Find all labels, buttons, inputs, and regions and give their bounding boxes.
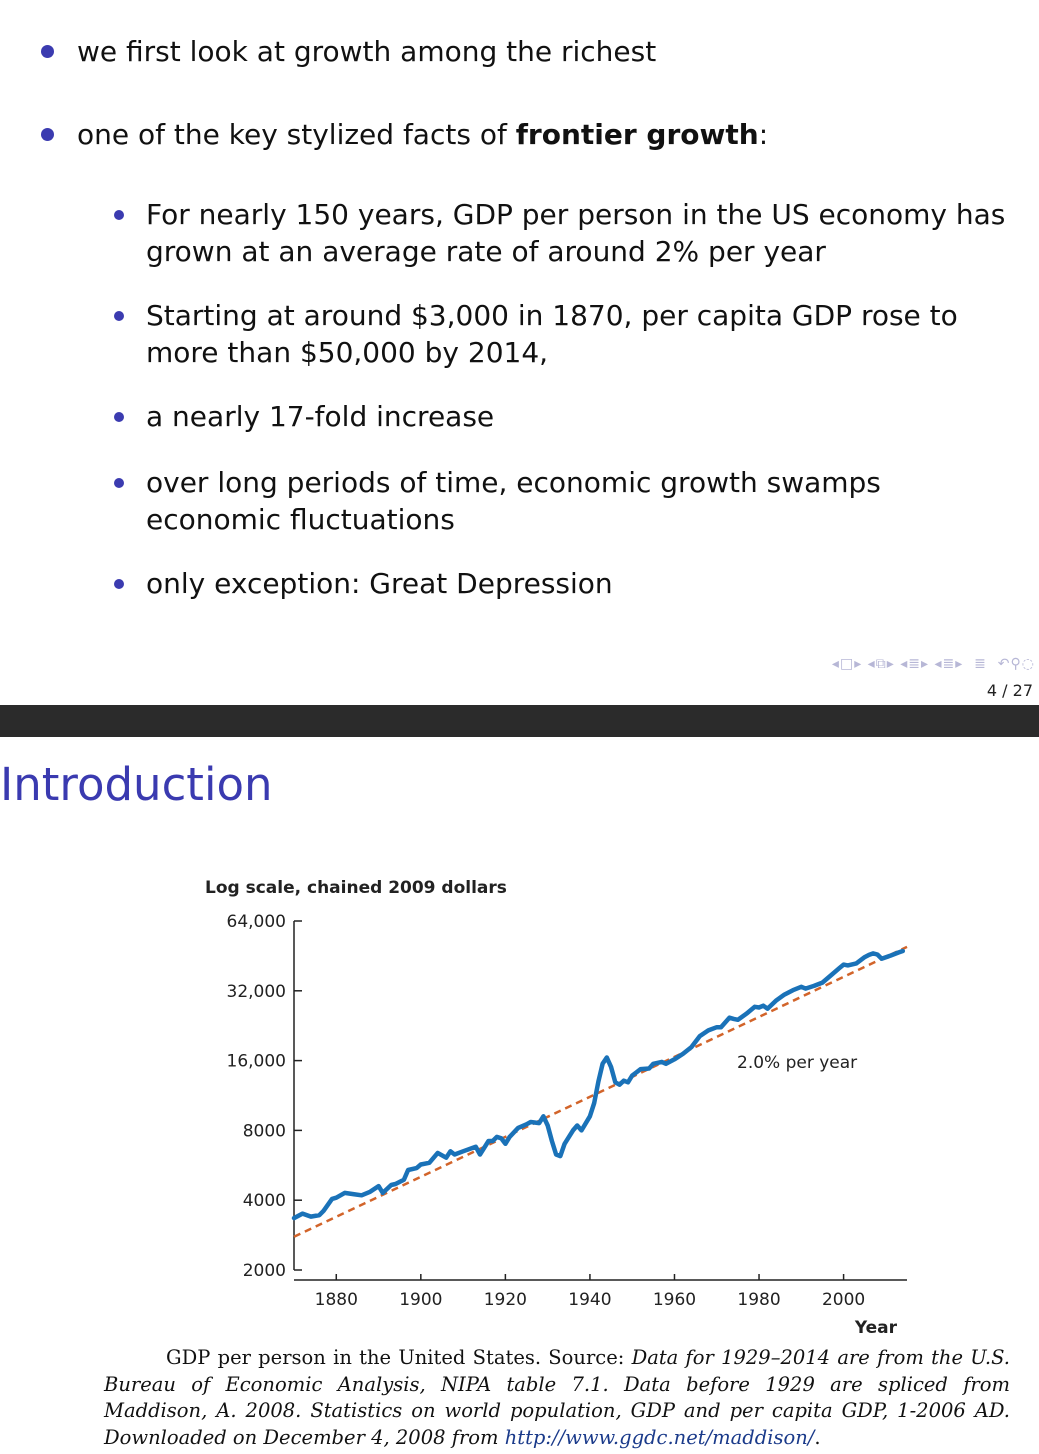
y-tick-label: 64,000 — [226, 912, 286, 932]
slide-divider — [0, 705, 1039, 737]
x-tick-label: 1880 — [314, 1290, 358, 1310]
x-tick-label: 2000 — [821, 1290, 866, 1310]
x-axis-label: Year — [854, 1318, 897, 1338]
sub-bullet-dot — [114, 579, 124, 589]
nav-prev-section-icon[interactable]: ◂ — [900, 656, 909, 672]
y-tick-label: 2000 — [242, 1261, 286, 1281]
sub-bullet-4 — [146, 464, 906, 538]
sub-bullet-5 — [146, 565, 1006, 602]
caption-source: Data for 1929–2014 are from the U.S. Bureau of Economic Analysis, NIPA table 7.1. Data before 1929 are spliced from Maddison, A. 2008. Statistics on world population, GDP and per capita GDP, 1-2006 AD. Downloaded on December 4, 2008 from — [104, 1346, 1010, 1449]
nav-next-section-icon[interactable]: ▸ — [955, 656, 964, 672]
nav-next-frame-icon[interactable]: ▸ — [854, 656, 863, 672]
sub-bullet-1 — [146, 196, 1006, 270]
gdp-series-line — [294, 951, 903, 1218]
gdp-per-person-chart — [180, 868, 940, 1338]
sub-bullet-2 — [146, 297, 1006, 371]
x-tick-label: 1900 — [399, 1290, 443, 1310]
slide-4 — [0, 0, 1039, 705]
y-tick-label: 8000 — [242, 1121, 286, 1142]
bullet-dot — [41, 128, 54, 141]
nav-section-icon[interactable]: ≣ — [908, 656, 921, 672]
bullet-text: one of the key stylized facts of — [77, 118, 516, 151]
x-axis — [294, 1274, 907, 1310]
sub-bullet-dot — [114, 412, 124, 422]
sub-bullet-dot — [114, 311, 124, 321]
nav-undo-icon[interactable]: ↶ — [997, 656, 1011, 672]
sub-bullet-dot — [114, 478, 124, 488]
nav-frame-icon[interactable]: □ — [839, 656, 855, 672]
bullet-text-end: : — [758, 118, 769, 151]
page-number: 4 / 27 — [986, 681, 1033, 700]
x-tick-label: 1940 — [568, 1290, 612, 1310]
caption-lead: GDP per person in the United States. Source: — [166, 1346, 632, 1369]
nav-prev-section-icon[interactable]: ◂ — [934, 656, 943, 672]
source-link[interactable]: http://www.ggdc.net/maddison/ — [504, 1425, 815, 1449]
y-tick-label: 16,000 — [226, 1051, 286, 1072]
slide-title: Introduction — [0, 758, 273, 811]
y-axis-label: Log scale, chained 2009 dollars — [205, 878, 507, 898]
nav-next-subsection-icon[interactable]: ▸ — [886, 656, 895, 672]
beamer-navigation-bar — [832, 656, 1035, 672]
x-tick-label: 1920 — [483, 1290, 528, 1310]
trend-line-2pct — [294, 947, 907, 1237]
nav-section-icon[interactable]: ≣ — [942, 656, 956, 672]
caption-end: . — [814, 1425, 821, 1449]
bullet-bold-text: frontier growth — [515, 118, 759, 151]
y-tick-label: 4000 — [242, 1191, 286, 1212]
figure-caption — [104, 1345, 1010, 1451]
sub-bullet-text: only exception: Great Depression — [146, 567, 613, 600]
nav-prev-subsection-icon[interactable]: ◂ — [867, 656, 876, 672]
sub-bullet-3 — [146, 398, 1006, 435]
sub-bullet-text: For nearly 150 years, GDP per person in the US economy has grown at an average rate of around 2% per year — [146, 198, 1006, 268]
nav-search-icon[interactable]: ⚲ — [1010, 656, 1022, 672]
sub-bullet-text: Starting at around $3,000 in 1870, per capita GDP rose to more than $50,000 by 2014, — [146, 299, 958, 369]
bullet-text: we first look at growth among the richest — [77, 35, 657, 68]
trend-annotation: 2.0% per year — [737, 1053, 858, 1073]
sub-bullet-text: over long periods of time, economic growth swamps economic fluctuations — [146, 466, 881, 536]
y-axis — [227, 912, 302, 1281]
y-tick-label: 32,000 — [226, 981, 286, 1002]
sub-bullet-text: a nearly 17-fold increase — [146, 400, 495, 433]
bullet-dot — [41, 45, 54, 58]
nav-prev-frame-icon[interactable]: ◂ — [831, 656, 840, 672]
x-tick-label: 1980 — [737, 1290, 781, 1310]
nav-next-section-icon[interactable]: ▸ — [920, 656, 929, 672]
x-tick-label: 1960 — [652, 1290, 697, 1310]
nav-redo-icon[interactable]: ◌ — [1021, 656, 1035, 672]
sub-bullet-dot — [114, 210, 124, 220]
nav-align-icon[interactable]: ≣ — [974, 656, 987, 672]
bullet-2 — [77, 116, 768, 153]
bullet-1 — [77, 33, 656, 70]
nav-subsection-icon[interactable]: ⧉ — [875, 656, 887, 672]
